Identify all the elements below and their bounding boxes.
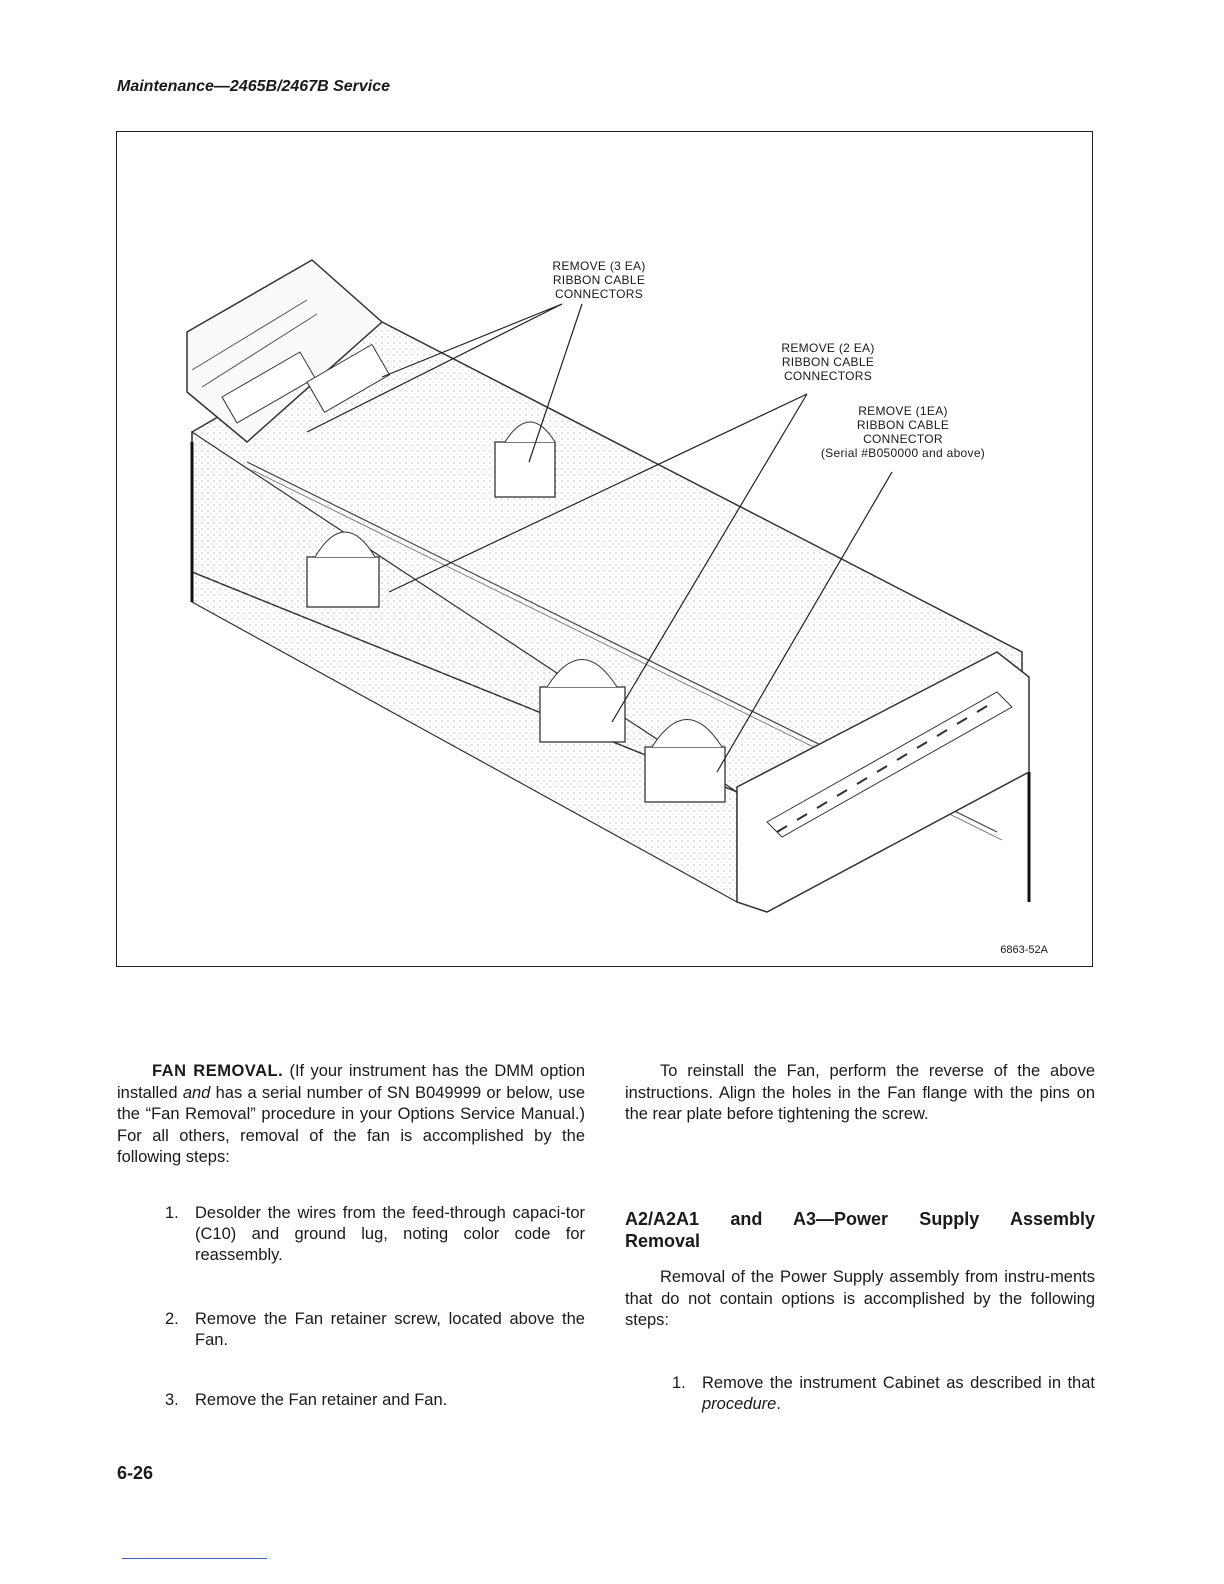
section-title-power-supply	[625, 1208, 1095, 1252]
callout-1-line-3: CONNECTORS	[554, 287, 644, 301]
callout-remove-2ea	[728, 341, 928, 383]
callout-3-line-2: RIBBON CABLE	[856, 418, 950, 432]
callout-2-line-3: CONNECTORS	[783, 369, 873, 383]
fan-step-2	[165, 1309, 585, 1353]
ps-step-1	[672, 1373, 1095, 1417]
board-illustration	[117, 132, 1094, 968]
fan-step-3-text: Remove the Fan retainer and Fan.	[195, 1391, 448, 1409]
section-title-line-1: A2/A2A1 and A3—Power Supply Assembly	[625, 1209, 1095, 1229]
ps-step-1-text	[702, 1373, 1095, 1415]
reinstall-text: To reinstall the Fan, perform the reverse of the above instructions. Align the holes in the Fan flange with the pins on the rear plate before tightening the screw.	[625, 1062, 1095, 1123]
callout-remove-1ea	[803, 404, 1003, 460]
fan-removal-emphasis: and	[182, 1083, 211, 1102]
reinstall-paragraph	[625, 1061, 1095, 1126]
fan-step-3	[165, 1390, 585, 1412]
bottom-rule	[122, 1558, 267, 1559]
running-header: Maintenance—2465B/2467B Service	[117, 78, 391, 95]
fan-step-1-text: Desolder the wires from the feed-through capaci-tor (C10) and ground lug, noting color code for reassembly.	[195, 1204, 585, 1264]
ps-step-1-text-a: Remove the instrument Cabinet as described in that	[702, 1374, 1095, 1392]
page-number: 6-26	[117, 1463, 154, 1483]
ps-step-1-number: 1.	[672, 1374, 686, 1392]
ps-step-1-emphasis: procedure	[702, 1395, 777, 1413]
callout-3-line-4: (Serial #B050000 and above)	[820, 446, 986, 460]
power-supply-intro-text: Removal of the Power Supply assembly from instru-ments that do not contain options is accomplished by the following steps:	[625, 1268, 1095, 1329]
callout-3-line-1: REMOVE (1EA)	[858, 404, 948, 418]
fan-step-1-number: 1.	[165, 1204, 179, 1222]
fan-removal-text-b: has a serial number of SN B049999 or below, use the “Fan Removal” procedure in your Options Service Manual.) For all others, removal of the fan is accomplished by the following steps:	[117, 1083, 585, 1166]
callout-remove-3ea	[499, 259, 699, 301]
figure-number: 6863-52A	[1000, 944, 1048, 956]
fan-step-3-number: 3.	[165, 1391, 179, 1409]
fan-step-2-text: Remove the Fan retainer screw, located above the Fan.	[195, 1310, 585, 1349]
ps-step-1-text-b: .	[776, 1395, 781, 1413]
fan-step-1	[165, 1203, 585, 1269]
callout-2-line-2: RIBBON CABLE	[781, 355, 875, 369]
section-title-line-2: Removal	[625, 1231, 701, 1251]
fan-step-2-number: 2.	[165, 1310, 179, 1328]
callout-3-line-3: CONNECTOR	[863, 432, 943, 446]
fan-removal-paragraph	[117, 1061, 585, 1169]
callout-1-line-2: RIBBON CABLE	[552, 273, 646, 287]
fan-removal-lead: FAN REMOVAL.	[152, 1062, 284, 1080]
callout-2-line-1: REMOVE (2 EA)	[781, 341, 875, 355]
callout-1-line-1: REMOVE (3 EA)	[552, 259, 646, 273]
fan-removal-text-a: (If your instrument has the DMM option installed	[117, 1062, 585, 1102]
power-supply-intro	[625, 1267, 1095, 1332]
figure-ribbon-cable-connectors	[116, 131, 1093, 967]
